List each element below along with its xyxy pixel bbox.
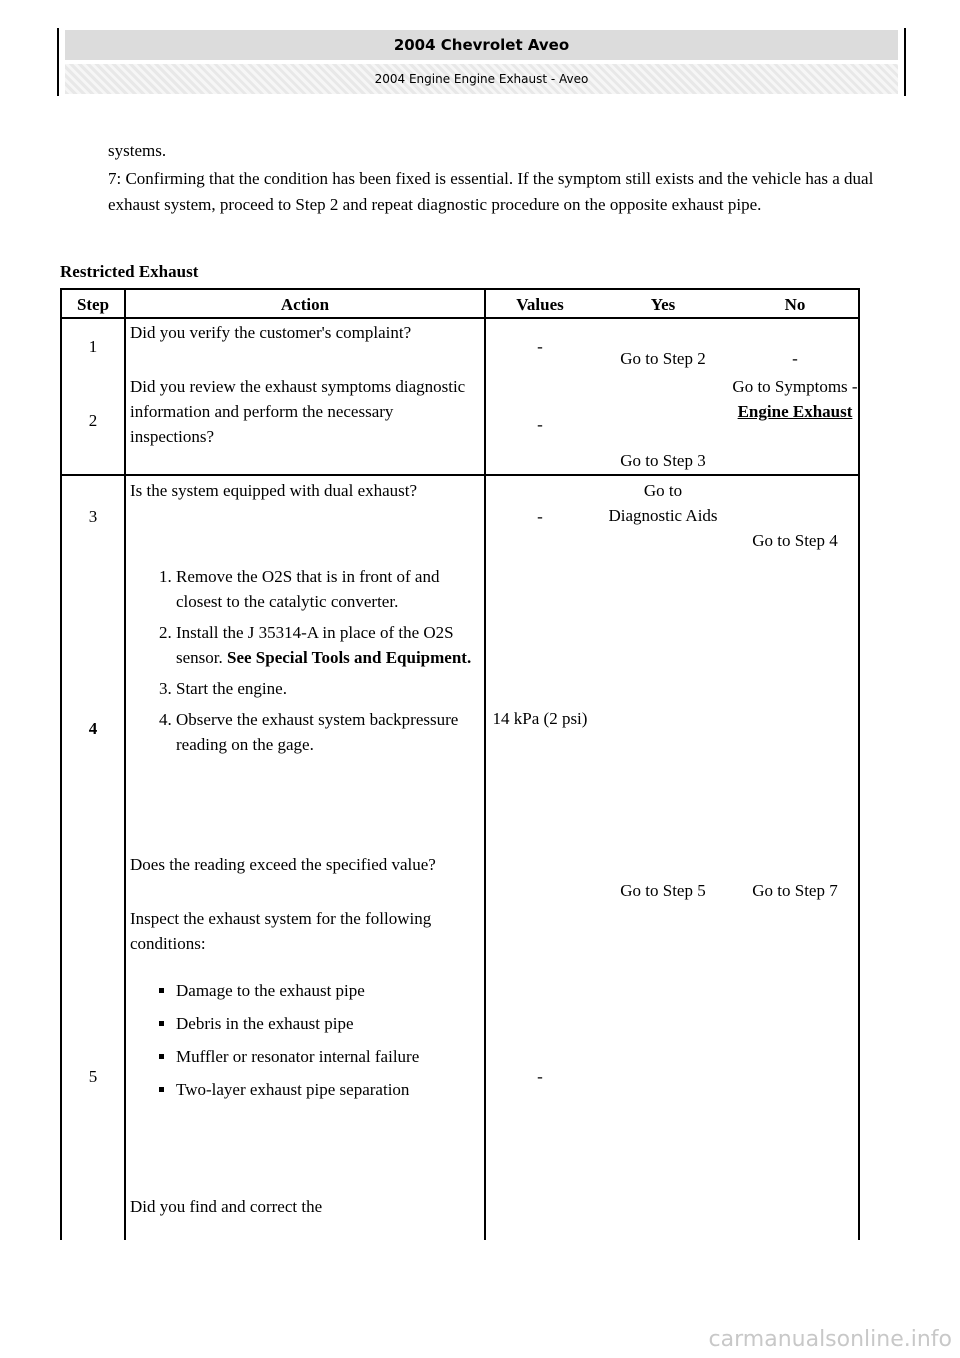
- row1-action: Did you verify the customer's complaint?: [130, 323, 412, 342]
- row5-condition-item: ▪ Debris in the exhaust pipe: [176, 1011, 480, 1036]
- row5-question: Did you find and correct the: [130, 1197, 323, 1216]
- row5-condition-item: ▪ Two-layer exhaust pipe separation: [176, 1077, 480, 1102]
- header-subtitle: 2004 Engine Engine Exhaust - Aveo: [65, 64, 898, 94]
- row4-procedure-item: 4. Observe the exhaust system backpressure reading on the gage.: [176, 707, 480, 757]
- row3-action: Is the system equipped with dual exhaust?: [130, 481, 418, 500]
- row2-action: Did you review the exhaust symptoms diagnostic information and perform the necessary inspections?: [130, 377, 466, 446]
- row3-yes: Go to Diagnostic Aids: [608, 481, 718, 525]
- row4-procedure-item: 1. Remove the O2S that is in front of and closest to the catalytic converter.: [176, 564, 480, 614]
- row4-procedure-item: 3. Start the engine.: [176, 676, 480, 701]
- step7-note: 7: Confirming that the condition has been fixed is essential. If the symptom still exists and the vehicle has a dual exhaust system, proceed to Step 2 and repeat diagnostic procedure on the opposite exhaust pipe.: [108, 169, 874, 214]
- special-tools-link[interactable]: See Special Tools and Equipment.: [227, 648, 472, 667]
- header-values: Values: [516, 295, 564, 314]
- page-header: [57, 28, 906, 96]
- row2-step: 2: [88, 411, 98, 430]
- row5-condition-list: [130, 978, 480, 1102]
- row2-values: -: [537, 415, 543, 434]
- row5-condition-item: ▪ Damage to the exhaust pipe: [176, 978, 480, 1003]
- row3-no: Go to Step 4: [752, 531, 838, 550]
- row4-no: Go to Step 7: [752, 881, 838, 900]
- table-right-border: [858, 288, 860, 1240]
- header-left-rule: [57, 28, 59, 96]
- header-title: 2004 Chevrolet Aveo: [65, 30, 898, 60]
- header-action: Action: [280, 295, 330, 314]
- row3-step: 3: [88, 507, 98, 526]
- header-no: No: [784, 295, 806, 314]
- header-right-rule: [904, 28, 906, 96]
- table-caption: Restricted Exhaust: [60, 262, 199, 281]
- diagnostic-table: [60, 288, 860, 1240]
- table-group-rule: [60, 474, 860, 476]
- row4-yes: Go to Step 5: [620, 881, 706, 900]
- row2-yes: Go to Step 3: [620, 451, 706, 470]
- row4-procedure-item: [176, 620, 480, 670]
- row5-step: 5: [88, 1067, 98, 1086]
- row1-step: 1: [88, 337, 98, 356]
- row4-values: 14 kPa (2 psi): [492, 709, 588, 728]
- symptoms-engine-exhaust-link[interactable]: Engine Exhaust: [737, 402, 853, 421]
- row1-yes: Go to Step 2: [620, 349, 706, 368]
- row4-procedure-list: [130, 564, 480, 757]
- row2-no-text: Go to Symptoms -: [732, 377, 858, 396]
- watermark: carmanualsonline.info: [708, 1327, 952, 1352]
- row4-procedure-text: Install the J 35314-A in place of the O2S sensor.: [176, 623, 454, 667]
- row5-action: Inspect the exhaust system for the following conditions:: [130, 909, 432, 953]
- intro-line: systems.: [108, 141, 167, 160]
- row5-values: -: [537, 1067, 543, 1086]
- row2-no: [732, 374, 858, 424]
- header-yes: Yes: [650, 295, 676, 314]
- table-col-rule-step: [124, 288, 126, 1240]
- row1-values: -: [537, 337, 543, 356]
- row4-question: Does the reading exceed the specified value?: [130, 855, 436, 874]
- row4-action: [130, 564, 480, 763]
- row4-step: 4: [88, 719, 98, 738]
- row5-conditions: [130, 978, 480, 1110]
- header-step: Step: [76, 295, 110, 314]
- row5-condition-item: ▪ Muffler or resonator internal failure: [176, 1044, 480, 1069]
- row1-no: -: [792, 349, 798, 368]
- row3-values: -: [537, 507, 543, 526]
